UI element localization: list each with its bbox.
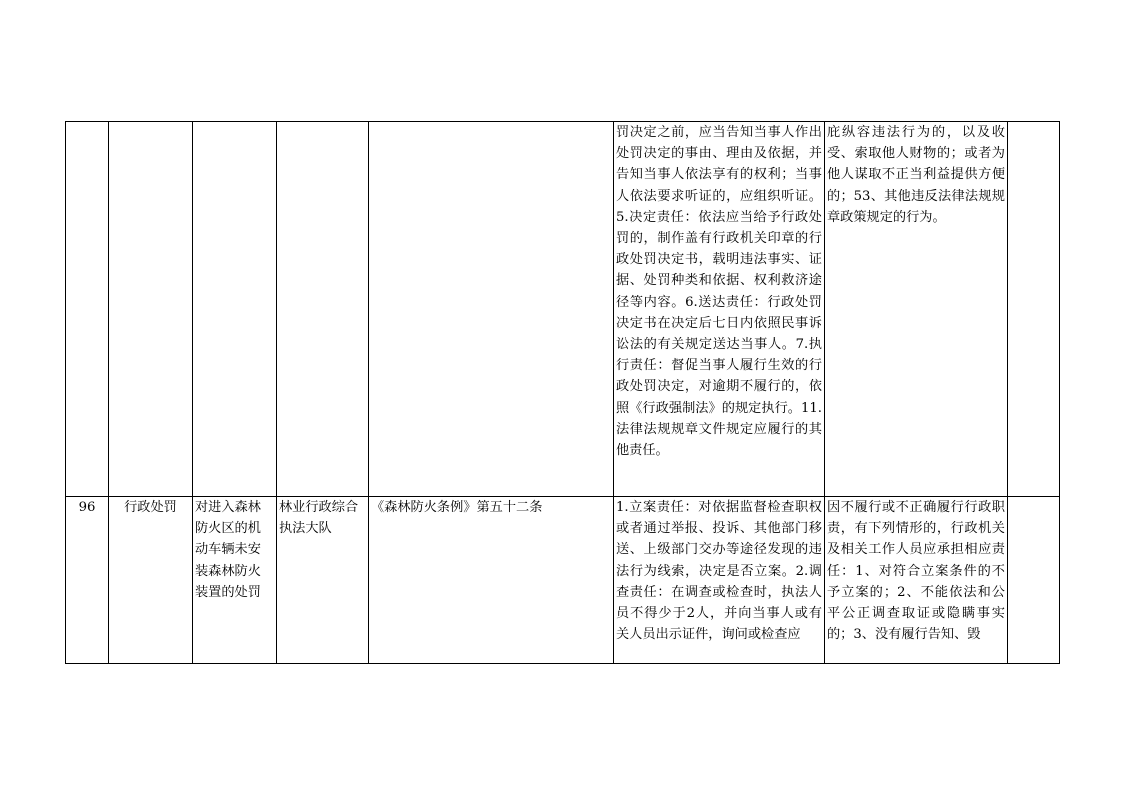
agency-cell: 林业行政综合执法大队 <box>277 497 369 664</box>
remarks-cell <box>1008 497 1060 664</box>
table-row <box>66 497 1060 664</box>
agency-cell <box>277 122 369 497</box>
power-category-cell <box>109 122 193 497</box>
accountability-cell: 庇纵容违法行为的，以及收受、索取他人财物的；或者为他人谋取不正当利益提供方便的；53、其他违反法律法规规章政策规定的行为。 <box>825 122 1008 497</box>
duties-cell: 罚决定之前，应当告知当事人作出处罚决定的事由、理由及依据，并告知当事人依法享有的权利；当事人依法要求听证的，应组织听证。5.决定责任：依法应当给予行政处罚的，制作盖有行政机关印章的行政处罚决定书，载明违法事实、证据、处罚种类和依据、权利救济途径等内容。6.送达责任：行政处罚决定书在决定后七日内依照民事诉讼法的有关规定送达当事人。7.执行责任：督促当事人履行生效的行政处罚决定，对逾期不履行的，依照《行政强制法》的规定执行。11.法律法规规章文件规定应履行的其他责任。 <box>614 122 825 497</box>
table-row <box>66 122 1060 497</box>
accountability-cell: 因不履行或不正确履行行政职责，有下列情形的，行政机关及相关工作人员应承担相应责任：1、对符合立案条件的不予立案的；2、不能依法和公平公正调查取证或隐瞒事实的；3、没有履行告知、毁 <box>825 497 1008 664</box>
power-item-cell <box>193 122 277 497</box>
row-number-cell: 96 <box>66 497 109 664</box>
responsibility-table <box>65 121 1060 664</box>
remarks-cell <box>1008 122 1060 497</box>
legal-basis-cell: 《森林防火条例》第五十二条 <box>369 497 614 664</box>
duties-cell: 1.立案责任：对依据监督检查职权或者通过举报、投诉、其他部门移送、上级部门交办等途径发现的违法行为线索，决定是否立案。2.调查责任：在调查或检查时，执法人员不得少于2人，并向当事人或有关人员出示证件，询问或检查应 <box>614 497 825 664</box>
power-item-cell: 对进入森林防火区的机动车辆未安装森林防火装置的处罚 <box>193 497 277 664</box>
power-category-cell: 行政处罚 <box>109 497 193 664</box>
legal-basis-cell <box>369 122 614 497</box>
row-number-cell <box>66 122 109 497</box>
